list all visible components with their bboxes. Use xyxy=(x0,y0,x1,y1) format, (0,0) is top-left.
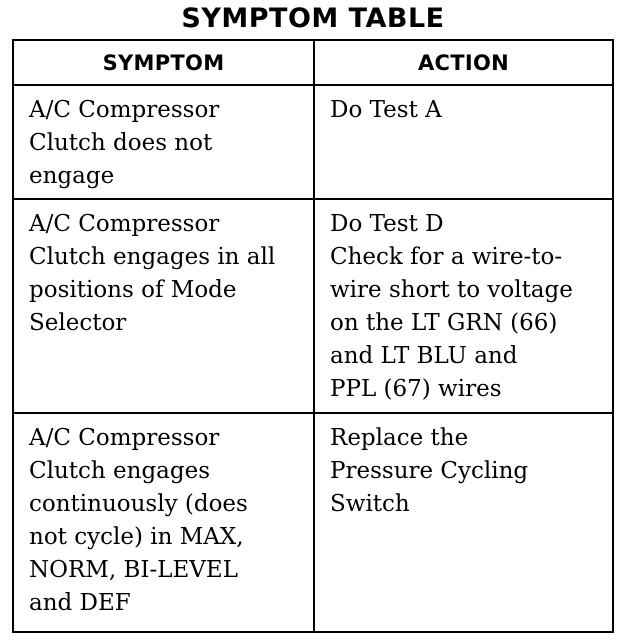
table-row xyxy=(13,413,613,632)
table-row xyxy=(13,85,613,199)
table-header-row xyxy=(13,40,613,85)
symptom-table xyxy=(12,39,614,633)
column-header-action: ACTION xyxy=(314,40,613,85)
page-title: SYMPTOM TABLE xyxy=(181,3,445,34)
action-cell: Do Test D Check for a wire-to- wire short to voltage on the LT GRN (66) and LT BLU and PPL (67) wires xyxy=(314,199,613,413)
symptom-cell: A/C Compressor Clutch engages in all positions of Mode Selector xyxy=(13,199,314,413)
table-row xyxy=(13,199,613,413)
symptom-cell: A/C Compressor Clutch engages continuously (does not cycle) in MAX, NORM, BI-LEVEL and DEF xyxy=(13,413,314,632)
action-cell: Replace the Pressure Cycling Switch xyxy=(314,413,613,632)
symptom-cell: A/C Compressor Clutch does not engage xyxy=(13,85,314,199)
column-header-symptom: SYMPTOM xyxy=(13,40,314,85)
action-cell: Do Test A xyxy=(314,85,613,199)
